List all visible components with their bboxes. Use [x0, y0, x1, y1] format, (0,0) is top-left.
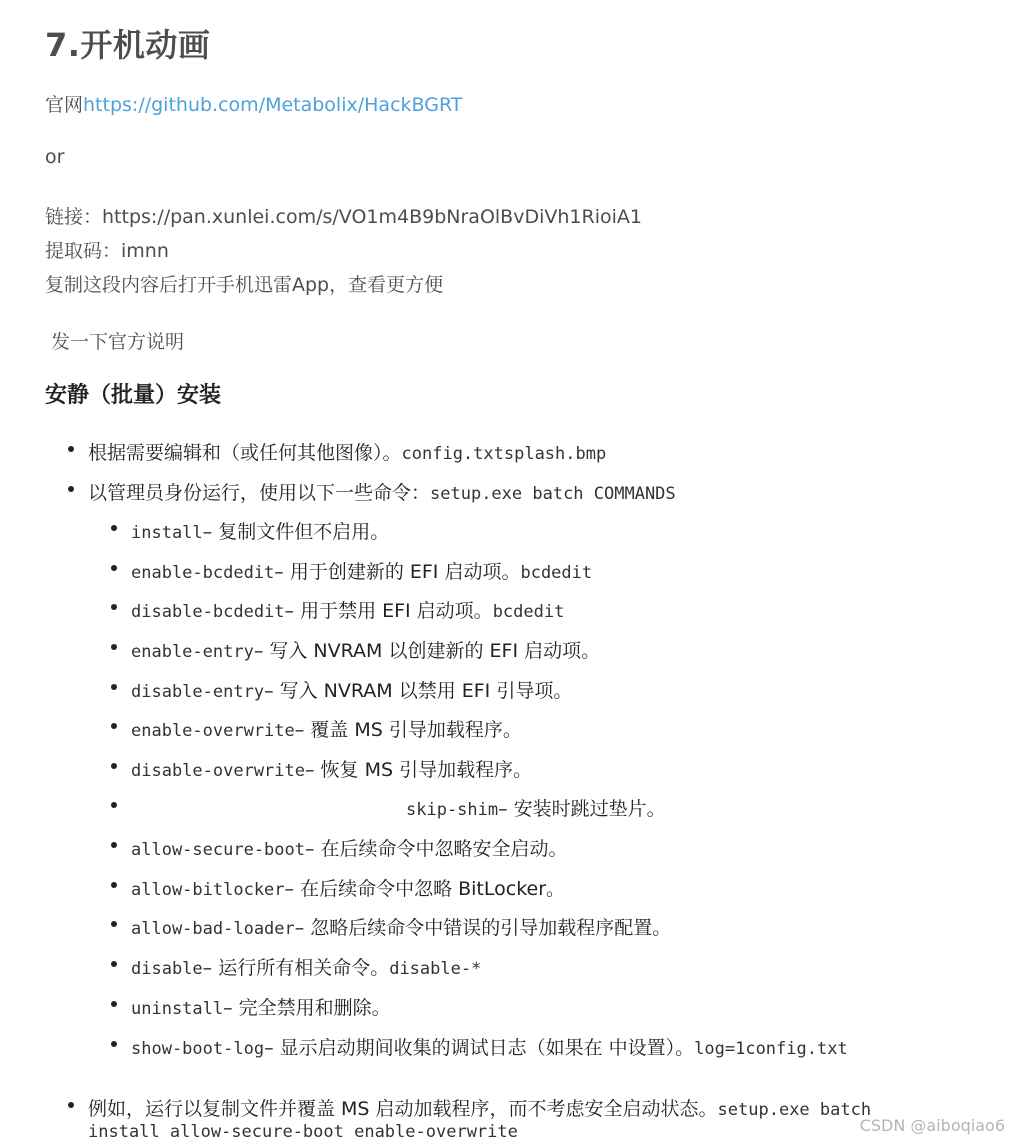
or-text: or: [45, 146, 65, 168]
bullet-icon: [111, 763, 117, 769]
list-item: [88, 1094, 871, 1121]
share-link-line: 链接：https://pan.xunlei.com/s/VO1m4B9bNraOlBvDiVh1RioiA1: [45, 206, 642, 228]
command-suffix-code: log=1config.txt: [694, 1039, 848, 1059]
command-code: install: [131, 523, 203, 543]
bullet-icon: [111, 565, 117, 571]
command-text: – 在后续命令中忽略安全启动。: [305, 838, 568, 860]
command-text: – 复制文件但不启用。: [202, 521, 390, 543]
command-text: – 在后续命令中忽略 BitLocker。: [284, 878, 566, 900]
bullet-icon: [111, 882, 117, 888]
intro-text: 发一下官方说明: [45, 331, 185, 353]
bullet-icon: [111, 1041, 117, 1047]
example-text: 例如，运行以复制文件并覆盖 MS 启动加载程序，而不考虑安全启动状态。: [88, 1098, 718, 1120]
bullet-icon: [111, 842, 117, 848]
command-item: [131, 517, 389, 544]
bullet-icon: [111, 802, 117, 808]
command-code: uninstall: [131, 999, 224, 1019]
share-hint-line: 复制这段内容后打开手机迅雷App，查看更方便: [45, 274, 444, 296]
command-code: allow-secure-boot: [131, 840, 305, 860]
command-code: skip-shim: [406, 800, 499, 820]
bullet-icon: [111, 644, 117, 650]
bullet-icon: [111, 604, 117, 610]
example-code-2: install allow-secure-boot enable-overwrite: [88, 1122, 518, 1142]
share-code-line: 提取码：imnn: [45, 240, 169, 262]
command-item: [131, 834, 568, 861]
bullet-icon: [111, 1001, 117, 1007]
command-item: [131, 755, 532, 782]
bullet-icon: [111, 723, 117, 729]
command-text: – 恢复 MS 引导加载程序。: [305, 759, 533, 781]
command-code: disable-entry: [131, 682, 265, 702]
bullet-icon: [111, 961, 117, 967]
example-code-1: setup.exe batch: [717, 1100, 872, 1120]
command-item: [131, 676, 572, 703]
command-text: – 运行所有相关命令。: [202, 957, 390, 979]
command-item: [131, 953, 481, 980]
official-site-line: [45, 90, 462, 117]
command-item: [131, 993, 391, 1020]
command-text: – 用于创建新的 EFI 启动项。: [274, 561, 521, 583]
command-text: – 安装时跳过垫片。: [498, 798, 666, 820]
command-code: enable-overwrite: [131, 721, 295, 741]
command-code: allow-bitlocker: [131, 880, 285, 900]
command-item: [131, 715, 522, 742]
section-title: 安静（批量）安装: [45, 383, 222, 408]
command-item: [131, 596, 564, 623]
list-item: [88, 478, 676, 505]
command-code: allow-bad-loader: [131, 919, 295, 939]
command-suffix-code: bcdedit: [492, 602, 565, 622]
item-code: config.txtsplash.bmp: [401, 444, 607, 464]
list-item: [88, 438, 606, 465]
bullet-icon: [68, 446, 74, 452]
item-code: setup.exe batch COMMANDS: [430, 484, 676, 504]
command-text: – 写入 NVRAM 以禁用 EFI 引导项。: [264, 680, 573, 702]
command-code: disable: [131, 959, 203, 979]
command-suffix-code: bcdedit: [520, 563, 593, 583]
bullet-icon: [111, 525, 117, 531]
command-item: [131, 874, 565, 901]
command-code: disable-bcdedit: [131, 602, 285, 622]
command-code: enable-bcdedit: [131, 563, 275, 583]
command-text: – 覆盖 MS 引导加载程序。: [294, 719, 522, 741]
watermark: CSDN @aiboqiao6: [859, 1116, 1005, 1135]
bullet-icon: [111, 921, 117, 927]
bullet-icon: [68, 486, 74, 492]
command-item: [131, 1033, 848, 1060]
command-code: disable-overwrite: [131, 761, 305, 781]
command-item: [131, 913, 671, 940]
page-title: 7.开机动画: [45, 26, 211, 64]
command-code: enable-entry: [131, 642, 254, 662]
example-continuation: [88, 1120, 518, 1142]
command-text: – 显示启动期间收集的调试日志（如果在 中设置）。: [264, 1037, 695, 1059]
command-code: show-boot-log: [131, 1039, 265, 1059]
bullet-icon: [68, 1102, 74, 1108]
command-item: [131, 557, 592, 584]
command-text: – 完全禁用和删除。: [223, 997, 391, 1019]
command-item: [131, 636, 600, 663]
official-prefix: 官网: [45, 94, 84, 116]
command-item: [131, 794, 666, 821]
item-text: 以管理员身份运行，使用以下一些命令：: [88, 482, 431, 504]
command-suffix-code: disable-*: [389, 959, 482, 979]
official-link[interactable]: https://github.com/Metabolix/HackBGRT: [83, 94, 463, 116]
command-text: – 用于禁用 EFI 启动项。: [284, 600, 493, 622]
command-text: – 写入 NVRAM 以创建新的 EFI 启动项。: [253, 640, 601, 662]
command-text: – 忽略后续命令中错误的引导加载程序配置。: [294, 917, 672, 939]
bullet-icon: [111, 684, 117, 690]
item-text: 根据需要编辑和（或任何其他图像）。: [88, 442, 402, 464]
